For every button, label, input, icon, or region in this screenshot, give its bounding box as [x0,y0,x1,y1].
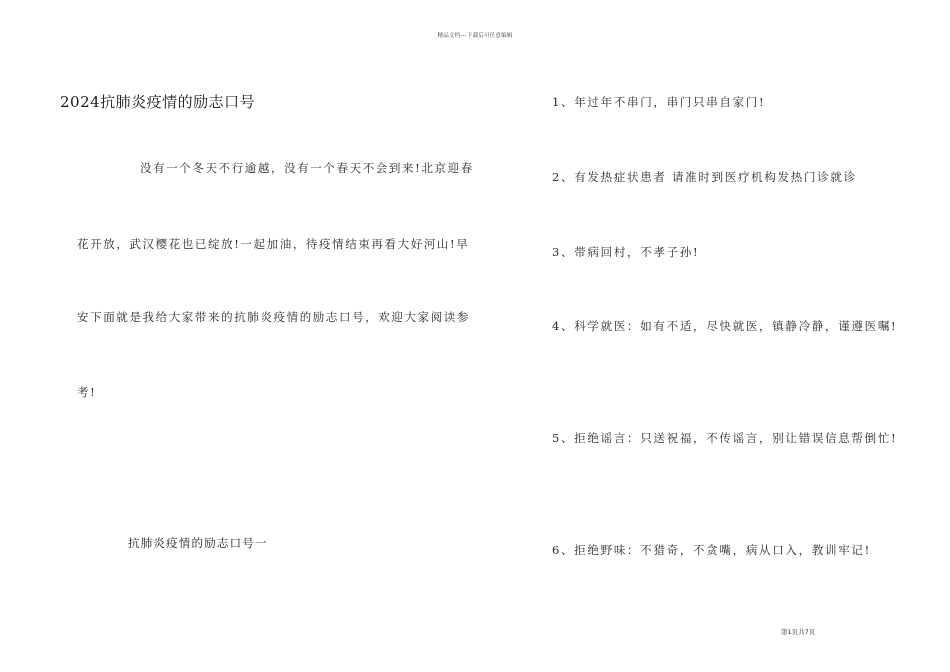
paragraph-line-4: 考! [77,385,97,399]
paragraph-line-2: 花开放，武汉樱花也已绽放!一起加油，待疫情结束再看大好河山!早 [77,237,470,251]
document-title: 2024抗肺炎疫情的励志口号 [60,93,256,111]
slogan-item: 4、科学就医：如有不适，尽快就医，镇静冷静，谨遵医嘱! [552,319,898,333]
page-number: 第1页共7页 [781,628,816,636]
slogan-item: 3、带病回村，不孝子孙! [552,245,700,259]
slogan-item: 1、年过年不串门，串门只串自家门! [552,95,766,109]
slogan-item: 6、拒绝野味：不猎奇，不贪嘴，病从口入，教训牢记! [552,543,871,557]
header-note: 精品文档---下载后可任意编辑 [437,33,513,39]
paragraph-line-3: 安下面就是我给大家带来的抗肺炎疫情的励志口号，欢迎大家阅读参 [77,310,470,324]
paragraph-line-1: 没有一个冬天不行逾越，没有一个春天不会到来!北京迎春 [140,161,474,175]
slogan-item: 2、有发热症状患者 请准时到医疗机构发热门诊就诊 [552,170,857,184]
slogan-item: 5、拒绝谣言：只送祝福，不传谣言，别让错误信息帮倒忙! [552,431,898,445]
section-subheading: 抗肺炎疫情的励志口号一 [128,536,268,550]
